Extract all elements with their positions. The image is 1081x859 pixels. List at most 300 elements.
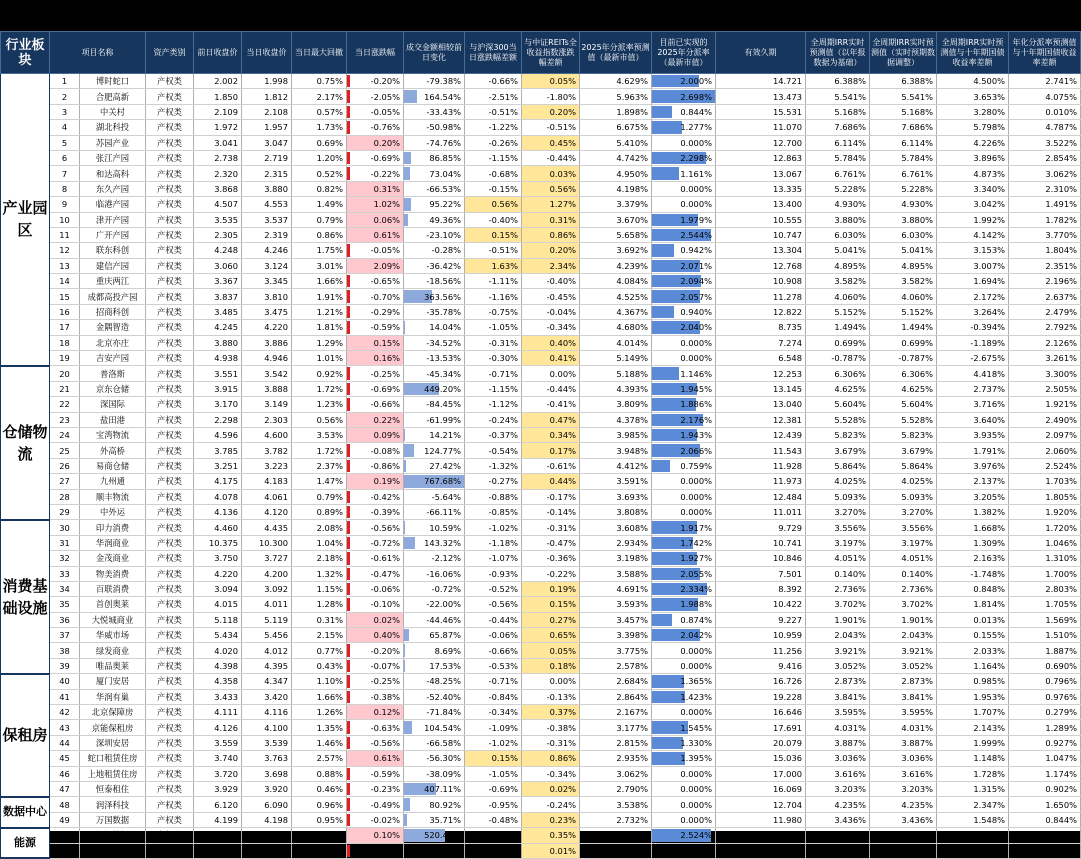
cell-change-pct — [347, 335, 404, 350]
cell-irr-realtime: 5.823% — [870, 427, 937, 442]
cell-duration: 13.400 — [716, 197, 806, 212]
cell-diff-hs300: -0.51% — [465, 243, 522, 258]
cell-irr-realtime: 1.494% — [870, 320, 937, 335]
table-row[interactable] — [1, 304, 1081, 319]
cell-close: 3.810 — [242, 289, 292, 304]
table-row[interactable] — [1, 566, 1081, 581]
cell-max-drawdown: 0.37% — [292, 843, 347, 858]
cell-change-pct — [347, 366, 404, 381]
cell-asset-class: 产权类 — [146, 212, 194, 227]
cell-irr-annual: 5.041% — [806, 243, 870, 258]
cell-max-drawdown: 1.75% — [292, 243, 347, 258]
cell-text: -0.63% — [370, 722, 400, 733]
cell-irr-bond-spread: 4.873% — [937, 166, 1009, 181]
cell-row-index: 14 — [50, 274, 80, 289]
cell-text: 0.10% — [373, 830, 400, 841]
cell-row-index: 23 — [50, 412, 80, 427]
table-row[interactable] — [1, 381, 1081, 396]
cell-project-name: 华电清洁能源 — [80, 843, 146, 858]
cell-text: -0.25% — [370, 676, 400, 687]
table-row[interactable] — [1, 366, 1081, 381]
table-row[interactable] — [1, 243, 1081, 258]
negative-marker — [347, 398, 350, 410]
cell-dist-bond-spread: 2.505% — [1009, 381, 1081, 396]
cell-irr-annual: 3.679% — [806, 443, 870, 458]
table-row[interactable] — [1, 427, 1081, 442]
data-bar — [404, 198, 411, 210]
table-row[interactable] — [1, 443, 1081, 458]
cell-diff-reits-index: -0.44% — [522, 150, 580, 165]
table-row[interactable] — [1, 689, 1081, 704]
cell-dist-bond-spread: 2.637% — [1009, 289, 1081, 304]
table-row[interactable] — [1, 643, 1081, 658]
table-row[interactable] — [1, 258, 1081, 273]
cell-text: 0.000% — [680, 137, 712, 148]
cell-duration: 12.822 — [716, 304, 806, 319]
cell-text: 0.000% — [680, 353, 712, 364]
cell-diff-hs300: -1.22% — [465, 120, 522, 135]
cell-irr-bond-spread: 1.315% — [937, 781, 1009, 796]
cell-text: 2.042% — [680, 630, 712, 641]
cell-irr-realtime: 6.388% — [870, 74, 937, 89]
cell-diff-reits-index: -0.22% — [522, 566, 580, 581]
cell-dist-rate-forecast: 3.538% — [580, 797, 652, 812]
cell-diff-hs300: -1.15% — [465, 150, 522, 165]
cell-text: 0.874% — [680, 614, 712, 625]
table-row[interactable] — [1, 274, 1081, 289]
cell-diff-reits-index: 0.17% — [522, 443, 580, 458]
table-row[interactable] — [1, 289, 1081, 304]
cell-text: -5.64% — [431, 491, 461, 502]
cell-dist-rate-forecast: 2.684% — [580, 674, 652, 689]
cell-duration: 9.729 — [716, 520, 806, 535]
cell-volume-change — [404, 166, 465, 181]
cell-change-pct — [347, 351, 404, 366]
cell-irr-annual: 6.306% — [806, 366, 870, 381]
cell-volume-change — [404, 843, 465, 858]
cell-change-pct — [347, 551, 404, 566]
cell-irr-realtime: 2.043% — [870, 628, 937, 643]
cell-irr-bond-spread: 2.033% — [937, 643, 1009, 658]
cell-prev-close: 2.002 — [194, 74, 242, 89]
table-row[interactable] — [1, 597, 1081, 612]
table-row[interactable] — [1, 705, 1081, 720]
cell-dist-rate-realized — [652, 74, 716, 89]
cell-row-index: 18 — [50, 335, 80, 350]
cell-max-drawdown: 1.73% — [292, 120, 347, 135]
cell-text: -0.56% — [370, 737, 400, 748]
data-bar — [404, 429, 405, 441]
cell-duration: 12.253 — [716, 366, 806, 381]
cell-diff-hs300: -0.51% — [465, 104, 522, 119]
cell-text: 2.524% — [680, 830, 712, 841]
cell-irr-annual: 4.895% — [806, 258, 870, 273]
cell-diff-hs300: 0.56% — [465, 197, 522, 212]
cell-text: -74.76% — [426, 137, 461, 148]
cell-dist-bond-spread: 0.976% — [1009, 689, 1081, 704]
cell-dist-rate-forecast: 5.410% — [580, 135, 652, 150]
cell-dist-rate-forecast: 4.629% — [580, 74, 652, 89]
table-row[interactable] — [1, 658, 1081, 673]
table-row[interactable] — [1, 766, 1081, 781]
cell-text: 2.544% — [680, 230, 712, 241]
cell-text: 520.41% — [424, 830, 461, 841]
table-row[interactable] — [1, 812, 1081, 827]
cell-max-drawdown: 1.28% — [292, 597, 347, 612]
cell-duration: 11.278 — [716, 289, 806, 304]
table-row[interactable] — [1, 751, 1081, 766]
cell-volume-change — [404, 181, 465, 196]
cell-close: 2.315 — [242, 166, 292, 181]
cell-diff-reits-index: 0.18% — [522, 658, 580, 673]
table-row[interactable] — [1, 612, 1081, 627]
cell-duration: 9.227 — [716, 612, 806, 627]
cell-text: -22.00% — [426, 599, 461, 610]
cell-row-index: 31 — [50, 535, 80, 550]
cell-irr-annual: 3.921% — [806, 643, 870, 658]
cell-dist-rate-forecast: 3.670% — [580, 212, 652, 227]
table-row[interactable] — [1, 166, 1081, 181]
cell-volume-change — [404, 489, 465, 504]
cell-duration: 11.543 — [716, 443, 806, 458]
table-row[interactable] — [1, 489, 1081, 504]
cell-project-name: 九州通 — [80, 474, 146, 489]
cell-max-drawdown: 1.29% — [292, 335, 347, 350]
cell-irr-realtime: 3.197% — [870, 535, 937, 550]
cell-dist-rate-realized — [652, 335, 716, 350]
cell-duration: 10.846 — [716, 551, 806, 566]
cell-irr-bond-spread: 4.142% — [937, 227, 1009, 242]
cell-irr-realtime: 5.093% — [870, 489, 937, 504]
table-row[interactable] — [1, 212, 1081, 227]
cell-diff-hs300: -0.31% — [465, 335, 522, 350]
cell-diff-hs300: -0.40% — [465, 212, 522, 227]
cell-text: 8.69% — [434, 645, 461, 656]
cell-max-drawdown: 0.57% — [292, 104, 347, 119]
table-row[interactable] — [1, 535, 1081, 550]
table-row[interactable] — [1, 781, 1081, 796]
cell-close: 3.149 — [242, 397, 292, 412]
cell-max-drawdown: 0.69% — [292, 135, 347, 150]
cell-diff-reits-index: 0.15% — [522, 597, 580, 612]
cell-dist-rate-forecast: 3.948% — [580, 443, 652, 458]
cell-irr-realtime: 6.390% — [870, 828, 937, 843]
cell-row-index: 6 — [50, 150, 80, 165]
cell-dist-bond-spread: 1.705% — [1009, 597, 1081, 612]
cell-prev-close: 4.507 — [194, 197, 242, 212]
table-row[interactable] — [1, 458, 1081, 473]
cell-project-name: 绿发商业 — [80, 643, 146, 658]
table-row[interactable] — [1, 628, 1081, 643]
cell-text: 95.22% — [429, 199, 461, 210]
data-bar — [404, 321, 405, 333]
cell-row-index: 13 — [50, 258, 80, 273]
cell-diff-hs300: -1.12% — [465, 397, 522, 412]
cell-prev-close: 5.118 — [194, 612, 242, 627]
table-row[interactable] — [1, 735, 1081, 750]
cell-irr-bond-spread: 0.985% — [937, 674, 1009, 689]
table-row[interactable] — [1, 104, 1081, 119]
cell-change-pct — [347, 735, 404, 750]
cell-text: 1.927% — [680, 553, 712, 564]
negative-marker — [347, 568, 350, 580]
negative-marker — [347, 121, 350, 133]
cell-dist-rate-realized — [652, 566, 716, 581]
cell-close: 4.246 — [242, 243, 292, 258]
cell-close: 6.090 — [242, 797, 292, 812]
cell-irr-realtime: 3.880% — [870, 212, 937, 227]
cell-irr-annual: 0.699% — [806, 335, 870, 350]
table-row[interactable] — [1, 551, 1081, 566]
cell-dist-rate-forecast: 3.062% — [580, 766, 652, 781]
data-bar — [652, 244, 674, 256]
cell-diff-hs300: -1.18% — [465, 535, 522, 550]
cell-project-name: 博时蛇口 — [80, 74, 146, 89]
cell-duration: 10.422 — [716, 597, 806, 612]
cell-asset-class: 产权类 — [146, 566, 194, 581]
cell-irr-annual: 5.093% — [806, 489, 870, 504]
cell-dist-bond-spread: 1.920% — [1009, 504, 1081, 519]
cell-volume-change — [404, 628, 465, 643]
cell-prev-close: 2.305 — [194, 227, 242, 242]
table-row[interactable] — [1, 504, 1081, 519]
cell-close: 6.140 — [242, 828, 292, 843]
cell-text: 2.334% — [680, 584, 712, 595]
cell-text: 0.15% — [373, 337, 400, 348]
cell-irr-annual: 5.168% — [806, 104, 870, 119]
cell-close: 1.998 — [242, 74, 292, 89]
cell-project-name: 华威市场 — [80, 628, 146, 643]
cell-diff-reits-index: -0.44% — [522, 381, 580, 396]
cell-text: 1.365% — [680, 676, 712, 687]
cell-duration: 13.067 — [716, 166, 806, 181]
table-row[interactable] — [1, 674, 1081, 689]
cell-volume-change — [404, 566, 465, 581]
cell-row-index: 41 — [50, 689, 80, 704]
table-row[interactable] — [1, 89, 1081, 104]
cell-change-pct — [347, 597, 404, 612]
reits-data-table — [0, 31, 1081, 859]
cell-volume-change — [404, 474, 465, 489]
cell-dist-rate-forecast: 3.808% — [580, 504, 652, 519]
cell-diff-reits-index: 1.27% — [522, 197, 580, 212]
cell-irr-annual: 5.864% — [806, 458, 870, 473]
cell-irr-realtime: 3.556% — [870, 520, 937, 535]
cell-dist-bond-spread: 3.261% — [1009, 351, 1081, 366]
cell-prev-close: 4.220 — [194, 566, 242, 581]
table-row[interactable] — [1, 120, 1081, 135]
table-row[interactable] — [1, 150, 1081, 165]
cell-dist-rate-realized — [652, 166, 716, 181]
cell-prev-close: 3.929 — [194, 781, 242, 796]
cell-text: -0.69% — [370, 384, 400, 394]
cell-irr-bond-spread: 1.814% — [937, 597, 1009, 612]
cell-diff-reits-index: -0.45% — [522, 289, 580, 304]
cell-diff-reits-index: -0.17% — [522, 489, 580, 504]
cell-diff-reits-index: -0.13% — [522, 689, 580, 704]
data-bar — [652, 106, 672, 118]
table-row[interactable] — [1, 197, 1081, 212]
table-row[interactable] — [1, 74, 1081, 89]
header-col-12: 有效久期 — [716, 32, 806, 74]
table-row[interactable] — [1, 797, 1081, 812]
cell-dist-bond-spread: 1.569% — [1009, 612, 1081, 627]
cell-diff-hs300: -1.05% — [465, 320, 522, 335]
cell-text: 363.56% — [424, 291, 461, 302]
table-row[interactable] — [1, 335, 1081, 350]
table-row[interactable] — [1, 828, 1081, 843]
cell-asset-class: 产权类 — [146, 304, 194, 319]
cell-close: 4.220 — [242, 320, 292, 335]
cell-asset-class: 产权类 — [146, 489, 194, 504]
cell-text: -0.49% — [370, 799, 400, 810]
data-bar — [652, 367, 679, 379]
table-body — [1, 74, 1081, 859]
cell-project-name: 苏园产业 — [80, 135, 146, 150]
table-row[interactable] — [1, 320, 1081, 335]
cell-text: 0.759% — [680, 460, 712, 471]
cell-duration: 10.908 — [716, 274, 806, 289]
table-row[interactable] — [1, 351, 1081, 366]
cell-change-pct — [347, 751, 404, 766]
cell-change-pct — [347, 689, 404, 704]
cell-text: -71.84% — [426, 707, 461, 718]
cell-change-pct — [347, 812, 404, 827]
cell-irr-realtime: 3.270% — [870, 504, 937, 519]
cell-dist-bond-spread: 1.804% — [1009, 243, 1081, 258]
cell-diff-reits-index: 0.00% — [522, 674, 580, 689]
cell-text: -0.20% — [370, 76, 400, 87]
cell-irr-annual: 5.228% — [806, 181, 870, 196]
cell-project-name: 顺丰物流 — [80, 489, 146, 504]
cell-prev-close: 3.170 — [194, 397, 242, 412]
cell-irr-bond-spread: 2.172% — [937, 289, 1009, 304]
cell-prev-close: 1.972 — [194, 120, 242, 135]
cell-max-drawdown: 3.01% — [292, 258, 347, 273]
cell-diff-hs300: -0.93% — [465, 566, 522, 581]
cell-dist-rate-forecast: 4.367% — [580, 304, 652, 319]
cell-irr-realtime: 4.235% — [870, 797, 937, 812]
cell-change-pct — [347, 628, 404, 643]
negative-marker — [347, 537, 350, 549]
cell-dist-bond-spread: 1.046% — [1009, 535, 1081, 550]
cell-irr-annual: 4.060% — [806, 289, 870, 304]
cell-asset-class: 产权类 — [146, 766, 194, 781]
cell-irr-bond-spread: -2.675% — [937, 351, 1009, 366]
cell-text: -0.76% — [370, 122, 400, 133]
cell-prev-close: 3.750 — [194, 551, 242, 566]
cell-dist-rate-realized — [652, 458, 716, 473]
cell-irr-realtime: 6.114% — [870, 135, 937, 150]
cell-dist-rate-forecast: 3.809% — [580, 397, 652, 412]
cell-project-name: 恒泰租住 — [80, 781, 146, 796]
reits-table-sheet — [0, 31, 1080, 856]
cell-volume-change — [404, 658, 465, 673]
cell-irr-annual: 4.930% — [806, 197, 870, 212]
cell-duration: 12.863 — [716, 150, 806, 165]
cell-irr-annual: 5.152% — [806, 304, 870, 319]
cell-dist-rate-realized — [652, 274, 716, 289]
table-row[interactable] — [1, 135, 1081, 150]
cell-close: 4.395 — [242, 658, 292, 673]
cell-irr-annual: 3.841% — [806, 689, 870, 704]
table-row[interactable] — [1, 720, 1081, 735]
table-row[interactable] — [1, 227, 1081, 242]
cell-volume-change — [404, 812, 465, 827]
cell-irr-bond-spread: 1.992% — [937, 212, 1009, 227]
cell-irr-bond-spread: 2.143% — [937, 720, 1009, 735]
cell-diff-hs300: -0.68% — [465, 166, 522, 181]
cell-dist-bond-spread: 2.803% — [1009, 581, 1081, 596]
cell-asset-class: 产权类 — [146, 227, 194, 242]
table-row[interactable] — [1, 581, 1081, 596]
cell-asset-class: 产权类 — [146, 104, 194, 119]
cell-asset-class: 产权类 — [146, 120, 194, 135]
table-header — [1, 32, 1081, 74]
cell-max-drawdown: 0.43% — [292, 658, 347, 673]
cell-prev-close: 3.551 — [194, 366, 242, 381]
header-col-13: 全周期IRR实时预测值（以年报数据为基础） — [806, 32, 870, 74]
cell-dist-rate-realized — [652, 135, 716, 150]
cell-dist-rate-realized — [652, 181, 716, 196]
cell-text: 2.094% — [680, 276, 712, 287]
cell-dist-rate-forecast: 4.950% — [580, 166, 652, 181]
cell-dist-bond-spread: 0.690% — [1009, 658, 1081, 673]
cell-text: 0.09% — [373, 430, 400, 441]
cell-text: 1.943% — [680, 430, 712, 441]
cell-project-name: 中外运 — [80, 504, 146, 519]
cell-irr-realtime: 3.679% — [870, 443, 937, 458]
cell-project-name: 京能保租房 — [80, 720, 146, 735]
table-row[interactable] — [1, 474, 1081, 489]
cell-row-index: 3 — [50, 104, 80, 119]
cell-max-drawdown: 1.32% — [292, 566, 347, 581]
cell-dist-rate-realized — [652, 412, 716, 427]
cell-irr-bond-spread: 3.340% — [937, 181, 1009, 196]
cell-irr-annual: 4.031% — [806, 720, 870, 735]
cell-dist-rate-forecast: 2.815% — [580, 735, 652, 750]
cell-diff-hs300: -1.09% — [465, 720, 522, 735]
cell-text: 0.000% — [680, 337, 712, 348]
cell-text: 0.844% — [680, 106, 712, 117]
cell-diff-hs300: -0.69% — [465, 781, 522, 796]
cell-text: -0.72% — [370, 537, 400, 548]
cell-close: 4.120 — [242, 504, 292, 519]
cell-text: 27.42% — [429, 460, 461, 471]
cell-irr-bond-spread: 3.935% — [937, 427, 1009, 442]
table-row[interactable] — [1, 412, 1081, 427]
cell-diff-hs300: -0.85% — [465, 504, 522, 519]
cell-text: 0.61% — [373, 753, 400, 764]
cell-diff-hs300: -1.32% — [465, 458, 522, 473]
table-row[interactable] — [1, 397, 1081, 412]
cell-max-drawdown: 0.79% — [292, 212, 347, 227]
table-row[interactable] — [1, 520, 1081, 535]
table-row[interactable] — [1, 843, 1081, 858]
cell-row-index: 12 — [50, 243, 80, 258]
cell-volume-change — [404, 674, 465, 689]
cell-asset-class: 产权类 — [146, 843, 194, 858]
table-row[interactable] — [1, 181, 1081, 196]
cell-text: 2.698% — [680, 91, 712, 102]
cell-asset-class: 产权类 — [146, 781, 194, 796]
cell-asset-class: 产权类 — [146, 643, 194, 658]
cell-volume-change — [404, 335, 465, 350]
cell-dist-bond-spread: 1.700% — [1009, 566, 1081, 581]
cell-diff-reits-index: 0.35% — [522, 828, 580, 843]
cell-volume-change — [404, 366, 465, 381]
cell-diff-reits-index: -0.34% — [522, 320, 580, 335]
